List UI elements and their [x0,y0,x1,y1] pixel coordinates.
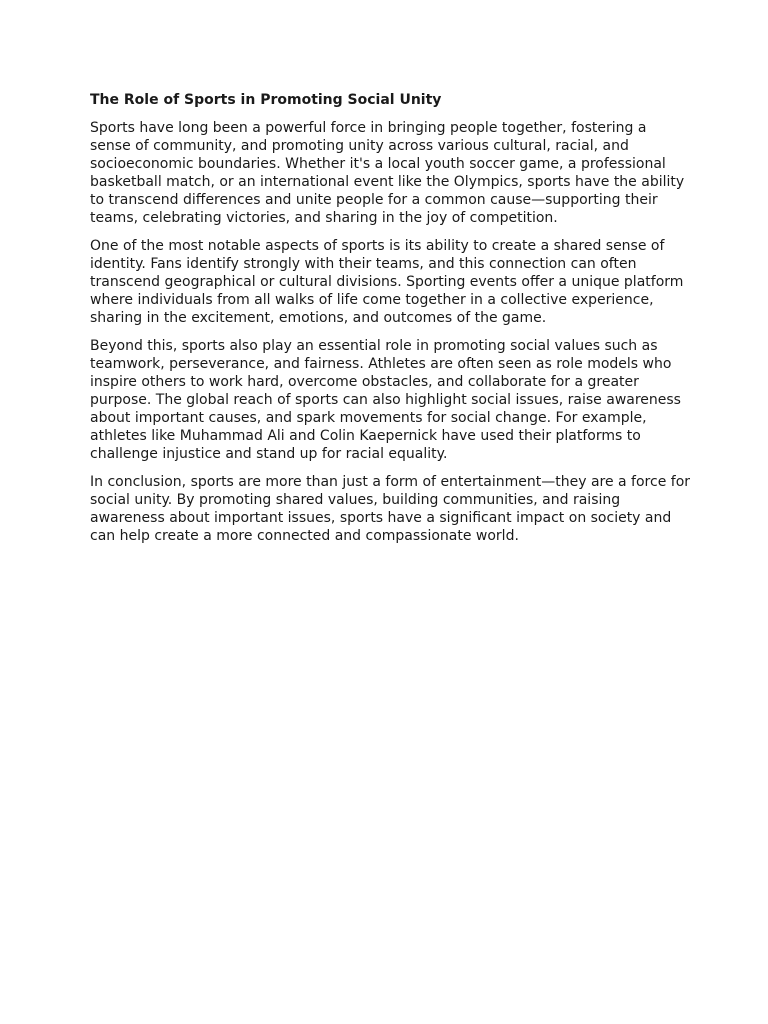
paragraph-4: In conclusion, sports are more than just a form of entertainment—they are a force for social unity. By promoting shared values, building communities, and raising awareness about important issues, sports have a significant impact on society and can help create a more connected and compassionate world. [90,474,691,544]
document-body [90,91,690,555]
paragraph-1: Sports have long been a powerful force in bringing people together, fostering a sense of community, and promoting unity across various cultural, racial, and socioeconomic boundaries. Whether it's a local youth soccer game, a professional basketball match, or an international event like the Olympics, sports have the ability to transcend differences and unite people for a common cause—supporting their teams, celebrating victories, and sharing in the joy of competition. [90,120,685,226]
paragraph-3: Beyond this, sports also play an essential role in promoting social values such as teamwork, perseverance, and fairness. Athletes are often seen as role models who inspire others to work hard, overcome obstacles, and collaborate for a greater purpose. The global reach of sports can also highlight social issues, raise awareness about important causes, and spark movements for social change. For example, athletes like Muhammad Ali and Colin Kaepernick have used their platforms to challenge injustice and stand up for racial equality. [90,338,681,462]
document-title: The Role of Sports in Promoting Social Unity [90,92,442,108]
paragraph-2: One of the most notable aspects of sports is its ability to create a shared sense of identity. Fans identify strongly with their teams, and this connection can often transcend geographical or cultural divisions. Sporting events offer a unique platform where individuals from all walks of life come together in a collective experience, sharing in the excitement, emotions, and outcomes of the game. [90,238,684,326]
